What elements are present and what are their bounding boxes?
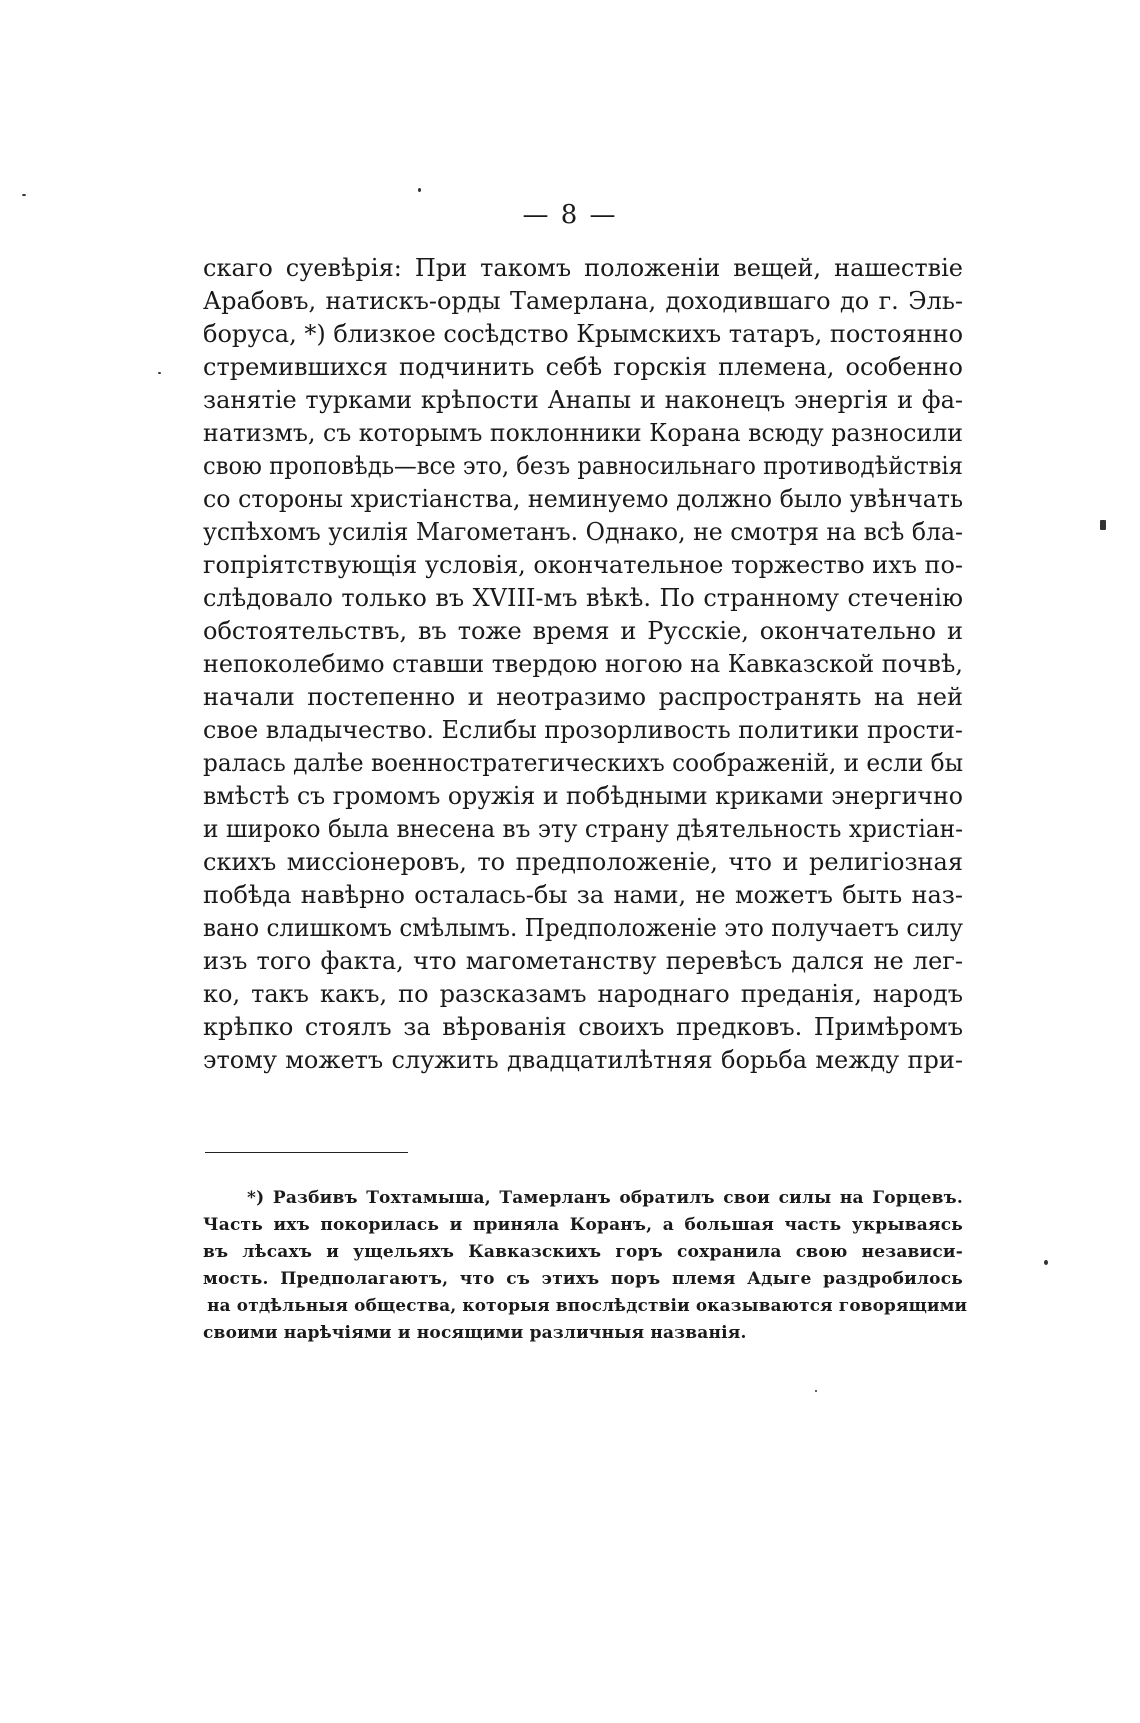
footnote-line: Часть ихъ покорилась и приняла Коранъ, а большая часть укрываясь [203,1215,963,1235]
body-line: скихъ миссіонеровъ, то предположеніе, что и религіозная [203,848,963,876]
scan-speck [418,188,421,192]
footnote-line: мость. Предполагаютъ, что съ этихъ поръ племя Адыге раздробилось [203,1269,963,1289]
footnote-rule [205,1152,408,1153]
scan-speck [1044,1260,1048,1265]
footnote-line: въ лѣсахъ и ущельяхъ Кавказскихъ горъ сохранила свою независи- [203,1242,963,1262]
body-line: занятіе турками крѣпости Анапы и наконецъ энергія и фа- [203,386,963,414]
body-line: гопріятствующія условія, окончательное торжество ихъ по- [203,551,964,579]
footnote [203,1185,968,1347]
scan-speck [22,194,26,196]
body-line: со стороны христіанства, неминуемо должно было увѣнчать [203,485,963,513]
body-line: изъ того факта, что магометанству перевѣсъ дался не лег- [203,947,963,975]
body-line: успѣхомъ усилія Магометанъ. Однако, не смотря на всѣ бла- [203,518,964,546]
scan-speck [815,1390,817,1392]
body-line: начали постепенно и неотразимо распространять на ней [203,683,963,711]
body-line: непоколебимо ставши твердою ногою на Кавказской почвѣ, [203,650,963,678]
body-line: побѣда навѣрно осталась-бы за нами, не можетъ быть наз- [203,881,963,909]
scan-speck [158,372,161,374]
body-line: крѣпко стоялъ за вѣрованія своихъ предковъ. Примѣромъ [203,1013,963,1041]
body-line: Арабовъ, натискъ-орды Тамерлана, доходившаго до г. Эль- [203,287,963,315]
body-line: свое владычество. Еслибы прозорливость политики прости- [203,716,963,744]
body-line: ралась далѣе военностратегическихъ соображеній, и если бы [203,749,964,777]
body-line: и широко была внесена въ эту страну дѣятельность христіан- [203,815,964,843]
footnote-line: *) Разбивъ Тохтамыша, Тамерланъ обратилъ свои силы на Горцевъ. [247,1188,963,1208]
scan-speck [1100,520,1106,530]
body-line: слѣдовало только въ XVIII-мъ вѣкѣ. По странному стеченію [203,584,963,612]
footnote-line: на отдѣльныя общества, которыя впослѣдствіи оказываются говорящими [207,1296,968,1316]
page-number: — 8 — [522,200,618,230]
body-line: боруса, *) близкое сосѣдство Крымскихъ татаръ, постоянно [203,320,964,348]
body-line: вано слишкомъ смѣлымъ. Предположеніе это получаетъ силу [203,914,964,942]
body-line: этому можетъ служить двадцатилѣтняя борьба между при- [203,1046,963,1074]
footnote-line: своими нарѣчіями и носящими различныя названія. [203,1323,747,1343]
body-line: вмѣстѣ съ громомъ оружія и побѣдными криками энергично [203,782,964,810]
body-line: свою проповѣдь—все это, безъ равносильнаго противодѣйствія [203,452,963,480]
body-line: скаго суевѣрія: При такомъ положеніи вещей, нашествіе [203,254,963,282]
body-line: натизмъ, съ которымъ поклонники Корана всюду разносили [203,419,964,447]
body-text [203,252,963,1077]
body-line: стремившихся подчинить себѣ горскія племена, особенно [203,353,963,381]
body-line: обстоятельствъ, въ тоже время и Русскіе, окончательно и [203,617,963,645]
body-line: ко, такъ какъ, по разсказамъ народнаго преданія, народъ [203,980,963,1008]
